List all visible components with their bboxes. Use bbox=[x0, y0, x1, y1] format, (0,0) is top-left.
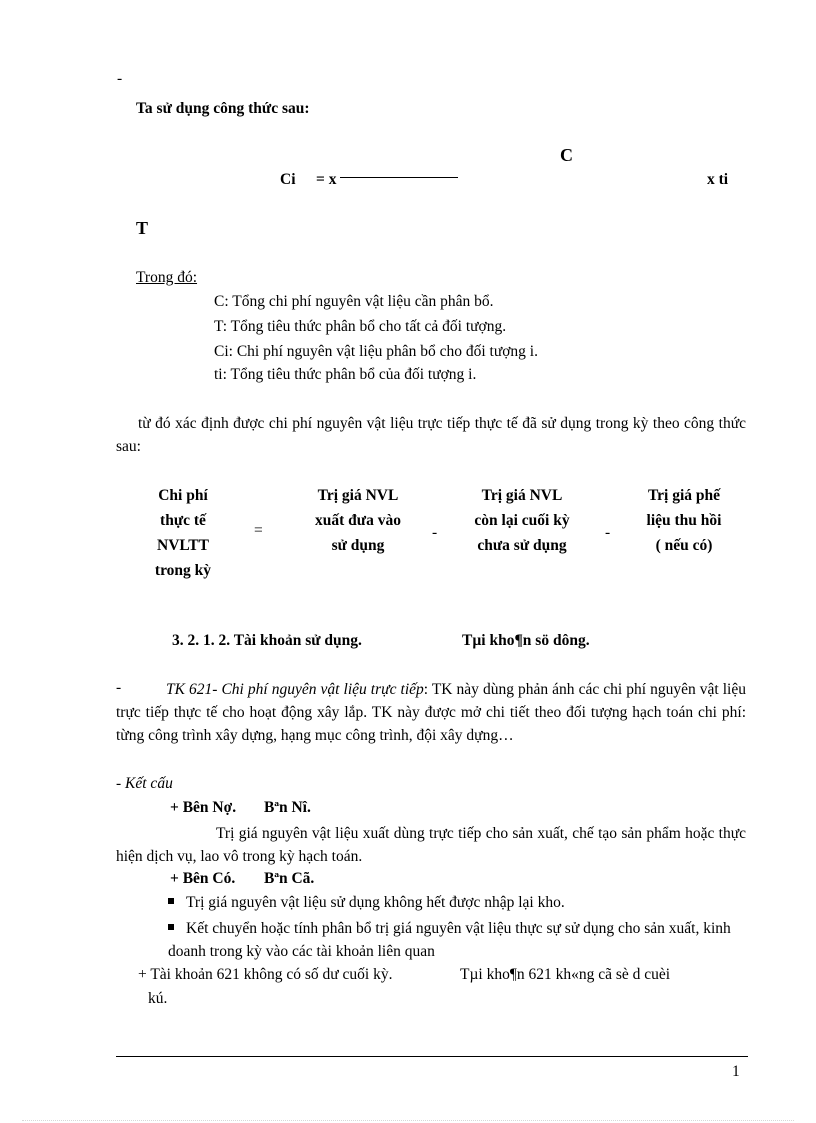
ben-co-bullet: Trị giá nguyên vật liệu sử dụng không hết được nhập lại kho. bbox=[168, 894, 565, 912]
formula-denominator: T bbox=[136, 218, 149, 238]
fraction-bar bbox=[340, 177, 458, 178]
equation-minus-2: - bbox=[605, 524, 611, 541]
equation-term-2: Trị giá NVL xuất đưa vào sử dụng bbox=[315, 487, 401, 554]
page-number: 1 bbox=[732, 1063, 740, 1080]
formula-numerator: C bbox=[560, 145, 573, 165]
formula-eq: = x bbox=[316, 171, 337, 188]
legend-item: Ci: Chi phí nguyên vật liệu phân bổ cho đối tượng i. bbox=[214, 343, 538, 360]
ben-co-bullet: Kết chuyển hoặc tính phân bổ trị giá nguyên vật liệu thực sự sử dụng cho sản xuất, kinh doanh trong kỳ vào các tài khoản liên quan bbox=[168, 920, 731, 960]
footer-rule bbox=[116, 1056, 748, 1057]
tk621-body: : TK này dùng phản ánh các chi phí nguyên vật liệu trực tiếp thực tế cho hoạt động xây lắp. TK này được mở chi tiết theo đối tượng hạch toán chi phí: từng công trình xây dựng, hạng mục công trình, đội xây dựng… bbox=[116, 681, 746, 744]
tk621-title: TK 621- Chi phí nguyên vật liệu trực tiếp bbox=[166, 681, 424, 698]
equation-equals: = bbox=[254, 522, 263, 539]
formula-intro: Ta sử dụng công thức sau: bbox=[136, 100, 310, 117]
closing-text: + Tài khoản 621 không có số dư cuối kỳ. bbox=[138, 966, 393, 983]
paragraph-intro-equation: từ đó xác định được chi phí nguyên vật liệu trực tiếp thực tế đã sử dụng trong kỳ theo công thức sau: bbox=[116, 415, 746, 455]
tk621-dash: - bbox=[116, 679, 122, 696]
ben-co-garbled: Bªn Cã. bbox=[264, 870, 315, 887]
ben-co-label: + Bên Có. bbox=[170, 870, 236, 887]
legend-item: C: Tổng chi phí nguyên vật liệu cần phân bổ. bbox=[214, 293, 494, 310]
square-bullet-icon bbox=[168, 924, 174, 930]
equation-term-4: Trị giá phế liệu thu hồi ( nếu có) bbox=[646, 487, 722, 554]
equation-term-1: Chi phí thực tế NVLTT trong kỳ bbox=[154, 487, 212, 579]
formula-rhs: x ti bbox=[707, 171, 729, 188]
square-bullet-icon bbox=[168, 898, 174, 904]
legend-item: T: Tổng tiêu thức phân bổ cho tất cả đối tượng. bbox=[214, 318, 507, 335]
section-heading: 3. 2. 1. 2. Tài khoản sử dụng. bbox=[172, 632, 362, 649]
ben-no-label: + Bên Nợ. bbox=[170, 799, 237, 816]
ben-no-text: Trị giá nguyên vật liệu xuất dùng trực tiếp cho sản xuất, chế tạo sản phẩm hoặc thực hiện dịch vụ, lao vô trong kỳ hạch toán. bbox=[116, 825, 746, 865]
tk621-paragraph bbox=[116, 678, 746, 747]
formula-lhs: Ci bbox=[280, 171, 296, 188]
closing-garbled-1: Tµi kho¶n 621 kh«ng cã sè d cuèi bbox=[460, 966, 671, 983]
legend-heading: Trong đó: bbox=[136, 269, 198, 286]
ket-cau-label: - Kết cấu bbox=[116, 775, 173, 792]
closing-garbled-2: kú. bbox=[148, 990, 168, 1007]
ben-no-garbled: Bªn Nî. bbox=[264, 799, 311, 816]
equation-minus-1: - bbox=[432, 524, 438, 541]
equation-term-3: Trị giá NVL còn lại cuối kỳ chưa sử dụng bbox=[474, 487, 570, 554]
legend-item: ti: Tổng tiêu thức phân bổ của đối tượng i. bbox=[214, 366, 477, 383]
section-heading-garbled: Tµi kho¶n sö dông. bbox=[462, 632, 590, 649]
top-dash: - bbox=[117, 70, 123, 87]
page-edge bbox=[22, 1120, 794, 1121]
